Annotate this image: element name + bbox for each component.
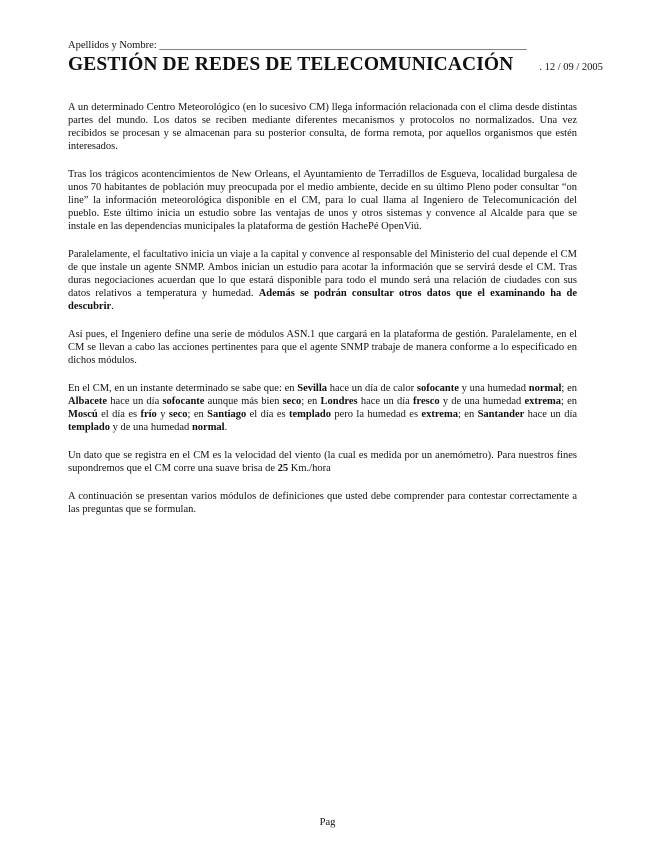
emphasized-text: Albacete <box>68 396 108 407</box>
paragraph <box>68 382 577 434</box>
paragraph-text: ; en <box>187 409 208 420</box>
emphasized-text: sofocante <box>162 396 205 407</box>
paragraph-text: el día es <box>97 409 141 420</box>
emphasized-text: normal <box>528 383 562 394</box>
emphasized-text: 25 <box>277 463 289 474</box>
name-line: Apellidos y Nombre: ______________________________________________________________________ <box>68 40 527 51</box>
emphasized-text: seco <box>282 396 302 407</box>
emphasized-text: extrema <box>524 396 562 407</box>
paragraph-text: A continuación se presentan varios módulos de definiciones que usted debe comprender para contestar correctamente a las preguntas que se formulan. <box>68 491 577 515</box>
paragraph-text: y de una humedad <box>439 396 525 407</box>
document-date: . 12 / 09 / 2005 <box>539 62 603 73</box>
emphasized-text: Londres <box>320 396 358 407</box>
paragraph-text: A un determinado Centro Meteorológico (en lo sucesivo CM) llega información relacionada con el clima desde distintas partes del mundo. Los datos se reciben mediante diferentes mecanismos y protocolos no normalizados. Una vez recibidos se procesan y se almacenan para su posterior consulta, de forma remota, por aquellos organismos que estén interesados. <box>68 102 577 152</box>
paragraph-text: Km./hora <box>288 463 331 474</box>
paragraph-text: ; en <box>457 409 478 420</box>
paragraph-text: hace un día <box>357 396 414 407</box>
paragraph-text: hace un día <box>107 396 163 407</box>
paragraph-text: ; en <box>301 396 321 407</box>
paragraph-text: hace un día <box>524 409 578 420</box>
emphasized-text: frío <box>140 409 157 420</box>
paragraph <box>68 328 577 367</box>
emphasized-text: templado <box>288 409 331 420</box>
paragraph-text: pero la humedad es <box>330 409 422 420</box>
paragraph-text: Un dato que se registra en el CM es la velocidad del viento (la cual es medida por un anemómetro). Para nuestros fines supondremos que el CM corre una suave brisa de <box>68 450 577 474</box>
emphasized-text: seco <box>168 409 188 420</box>
paragraph-text: hace un día de calor <box>327 383 417 394</box>
emphasized-text: Moscú <box>68 409 98 420</box>
emphasized-text: fresco <box>413 396 440 407</box>
paragraph-text: y de una humedad <box>110 422 192 433</box>
paragraph <box>68 101 577 153</box>
paragraph-text: aunque más bien <box>204 396 283 407</box>
page-footer: Pag <box>319 817 336 828</box>
emphasized-text: templado <box>68 422 110 433</box>
paragraph <box>68 490 577 516</box>
emphasized-text: sofocante <box>416 383 459 394</box>
paragraph <box>68 168 577 233</box>
emphasized-text: Además se podrán consultar otros datos que el examinando ha de descubrir <box>68 288 577 312</box>
title-row <box>68 54 603 76</box>
paragraph-text: ; en <box>561 383 577 394</box>
paragraph-text: y <box>156 409 169 420</box>
emphasized-text: normal <box>191 422 225 433</box>
paragraph-text: y una humedad <box>458 383 529 394</box>
paragraph-text: Paralelamente, el facultativo inicia un viaje a la capital y convence al responsable del Ministerio del cual depende el CM de que instale un agente SNMP. Ambos inician un estudio para acotar la información que se servirá desde el CM. Tras duras negociaciones acuerdan que lo que estará disponible para todo el mundo será una relación de ciudades con sus datos relativos a temperatura y humedad. <box>68 249 577 299</box>
emphasized-text: extrema <box>421 409 458 420</box>
document-title: GESTIÓN DE REDES DE TELECOMUNICACIÓN <box>68 54 514 75</box>
paragraph-text: . <box>224 422 228 433</box>
emphasized-text: Santiago <box>207 409 247 420</box>
paragraph-text: En el CM, en un instante determinado se sabe que: en <box>68 383 298 394</box>
paragraph <box>68 449 577 475</box>
paragraph <box>68 248 577 313</box>
paragraph-text: ; en <box>561 396 578 407</box>
document-body <box>68 101 577 531</box>
emphasized-text: Sevilla <box>297 383 328 394</box>
paragraph-text: el día es <box>246 409 289 420</box>
paragraph-text: Así pues, el Ingeniero define una serie de módulos ASN.1 que cargará en la plataforma de gestión. Paralelamente, en el CM se llevan a cabo las acciones pertinentes para que el agente SNMP trabaje de manera conforme a lo especificado en dichos módulos. <box>68 329 577 366</box>
paragraph-text: Tras los trágicos acontencimientos de New Orleans, el Ayuntamiento de Terradillos de Esgueva, localidad burgalesa de unos 70 habitantes de población muy preocupada por el medio ambiente, decide en su último Pleno poder consultar “on line” la información meteorológica disponible en el CM, para lo cual llama al Ingeniero de Telecomunicación del pueblo. Este último inicia un estudio sobre las ventajas de unos y otros sistemas y convence al Alcalde para que se instale en las dependencias municipales la plataforma de gestión HachePé OpenViú. <box>68 169 577 232</box>
emphasized-text: Santander <box>477 409 525 420</box>
paragraph-text: . <box>111 301 114 312</box>
